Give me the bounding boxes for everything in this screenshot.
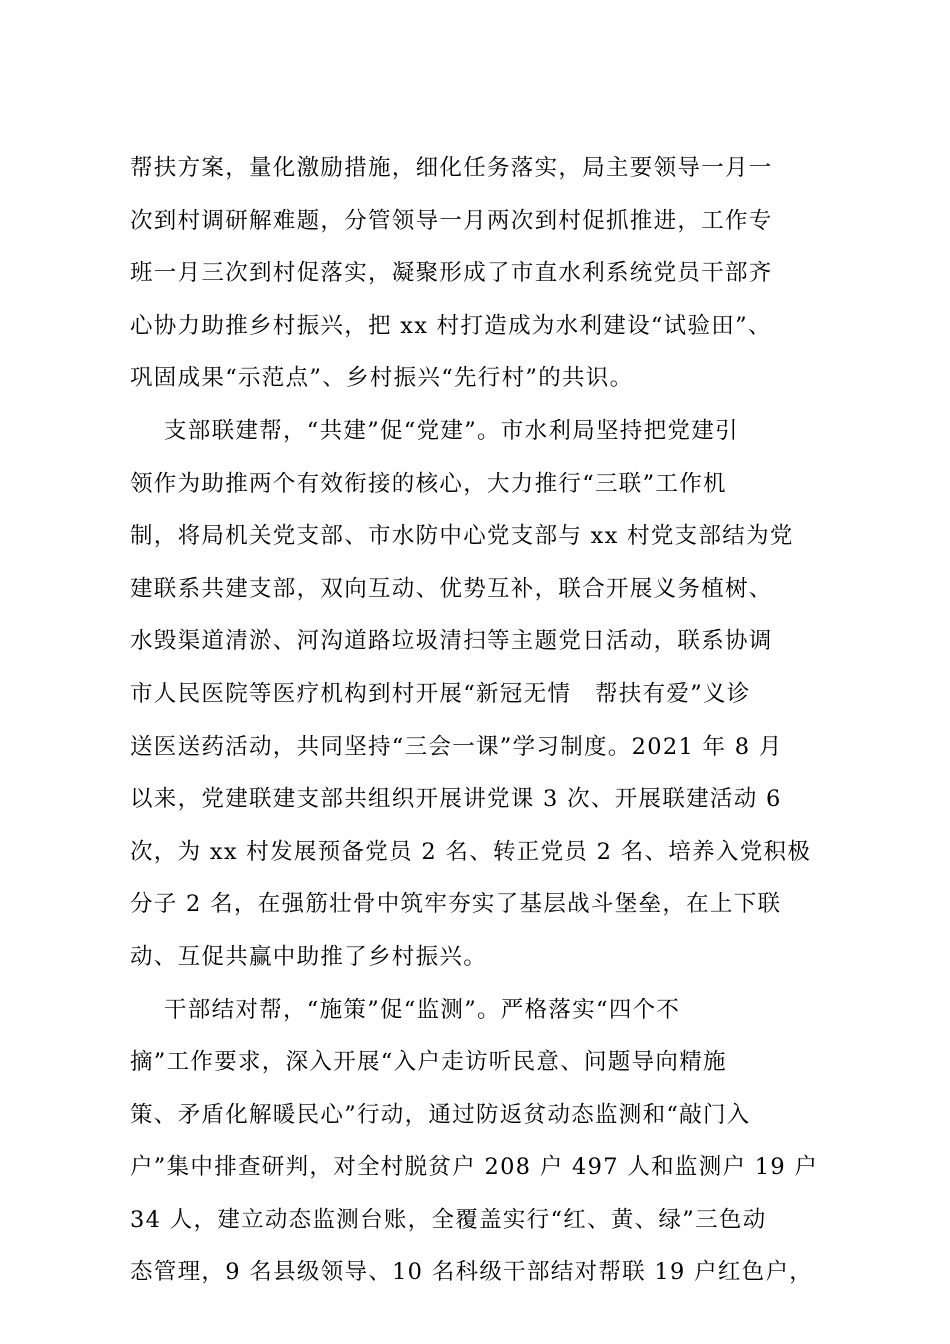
text-line: 制，将局机关党支部、市水防中心党支部与 xx 村党支部结为党: [130, 523, 794, 550]
text-line: 干部结对帮，“施策”促“监测”。严格落实“四个不: [164, 996, 681, 1023]
text-line: 以来，党建联建支部共组织开展讲党课 3 次、开展联建活动 6: [130, 786, 782, 813]
text-line: 班一月三次到村促落实，凝聚形成了市直水利系统党员干部齐: [130, 260, 773, 287]
text-line: 摘”工作要求，深入开展“入户走访听民意、问题导向精施: [130, 1049, 727, 1076]
text-line: 帮扶方案，量化激励措施，细化任务落实，局主要领导一月一: [130, 155, 773, 181]
document-body: [130, 142, 826, 1299]
text-line: 支部联建帮，“共建”促“党建”。市水利局坚持把党建引: [164, 417, 739, 444]
text-line: 次，为 xx 村发展预备党员 2 名、转正党员 2 名、培养入党积极: [130, 838, 812, 865]
text-line: 巩固成果“示范点”、乡村振兴“先行村”的共识。: [130, 365, 634, 392]
text-line: 策、矛盾化解暖民心”行动，通过防返贫动态监测和“敲门入: [130, 1101, 751, 1128]
text-line: 市人民医院等医疗机构到村开展“新冠无情 帮扶有爱”义诊: [130, 680, 751, 707]
text-line: 34 人，建立动态监测台账，全覆盖实行“红、黄、绿”三色动: [130, 1206, 767, 1233]
text-line: 动、互促共赢中助推了乡村振兴。: [130, 943, 488, 970]
text-line: 户”集中排查研判，对全村脱贫户 208 户 497 人和监测户 19 户: [130, 1154, 819, 1181]
text-line: 建联系共建支部，双向互动、优势互补，联合开展义务植树、: [130, 575, 773, 602]
text-line: 心协力助推乡村振兴，把 xx 村打造成为水利建设“试验田”、: [130, 312, 772, 339]
text-line: 次到村调研解难题，分管领导一月两次到村促抓推进，工作专: [130, 207, 773, 234]
text-line: 送医送药活动，共同坚持“三会一课”学习制度。2021 年 8 月: [130, 733, 783, 760]
text-line: 领作为助推两个有效衔接的核心，大力推行“三联”工作机: [130, 470, 727, 497]
text-line: 分子 2 名，在强筋壮骨中筑牢夯实了基层战斗堡垒，在上下联: [130, 891, 782, 918]
text-line: 态管理，9 名县级领导、10 名科级干部结对帮联 19 户红色户，: [130, 1259, 814, 1286]
text-line: 水毁渠道清淤、河沟道路垃圾清扫等主题党日活动，联系协调: [130, 628, 773, 655]
